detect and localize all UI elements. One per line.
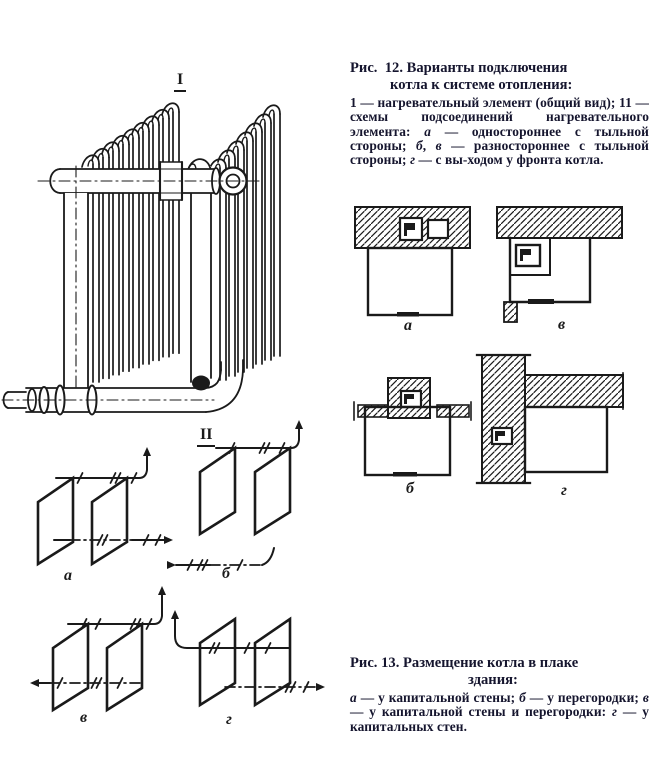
plan-label-g: г: [561, 482, 567, 499]
tube-cap: [82, 155, 99, 167]
flow-arrow: [167, 561, 176, 569]
heater-panel: [38, 478, 73, 564]
left-tube-bank: [82, 103, 179, 382]
figure12-schemes-label: II: [197, 427, 215, 447]
boiler-placement-plans: [345, 198, 651, 508]
wall-stub: [504, 302, 517, 322]
scheme-label-g: г: [226, 711, 232, 728]
niche-square: [428, 220, 448, 238]
heater-panel: [200, 619, 235, 705]
flow-arrow: [171, 610, 179, 619]
radiator-drawing: [0, 70, 340, 430]
figure12-caption-title: Рис. 12. Варианты подключения: [350, 60, 568, 76]
plan-label-a: а: [404, 317, 412, 334]
figure12-caption: [350, 60, 649, 167]
boiler-mark: [404, 223, 415, 230]
scheme-v: [30, 586, 166, 710]
tube-cap: [92, 149, 109, 161]
figure12-caption-title2: котла к системе отопления:: [390, 77, 573, 93]
heater-panel: [53, 624, 88, 710]
figure13-caption-title2: здания:: [468, 672, 518, 688]
tube-open-end: [192, 376, 210, 391]
scheme-g: [171, 610, 325, 705]
capital-wall-horizontal: [525, 375, 623, 407]
plan-b: [354, 378, 471, 477]
plan-label-v: в: [558, 316, 566, 333]
room-outline: [368, 248, 452, 315]
scheme-label-a: а: [64, 567, 72, 584]
flow-arrow: [164, 536, 173, 544]
heater-panel: [255, 448, 290, 534]
plan-g: [477, 355, 623, 483]
heater-panel: [107, 624, 142, 710]
scheme-label-b: б: [222, 565, 230, 582]
capital-wall-vertical: [482, 355, 525, 483]
boiler-mark: [520, 249, 531, 255]
flow-arrow: [143, 447, 151, 456]
scheme-a: [38, 447, 173, 564]
figure12-drawing-label: I: [174, 72, 186, 92]
tube-cap: [263, 105, 280, 117]
scheme-b: [167, 420, 303, 570]
tube-cap: [122, 129, 139, 141]
tube-cap: [102, 142, 119, 154]
figure13-caption-body: а — у капитальной стены; б — у перегородки; в — у капитальной стены и перегородки: г — у капитальных стен.: [350, 690, 649, 734]
figure13-caption-title: Рис. 13. Размещение котла в плаке: [350, 655, 579, 671]
plan-label-b: б: [406, 480, 414, 497]
scheme-label-v: в: [80, 709, 88, 726]
flow-arrow: [316, 683, 325, 691]
door-mark: [397, 312, 419, 317]
connection-schemes-drawing: [0, 415, 340, 755]
heater-panel: [92, 478, 127, 564]
room-outline: [525, 407, 607, 472]
tube-cap: [162, 103, 179, 115]
tube-cap: [152, 110, 169, 122]
flow-arrow: [158, 586, 166, 595]
flow-arrow: [30, 679, 39, 687]
capital-wall: [497, 207, 622, 238]
door-mark: [528, 299, 554, 304]
tube-cap: [132, 123, 149, 135]
plan-v: [497, 207, 622, 322]
left-riser-tube: [64, 166, 88, 400]
right-tube-bank: [209, 105, 280, 380]
door-mark: [393, 472, 417, 477]
tube-cap: [142, 116, 159, 128]
heater-panel: [200, 448, 235, 534]
tube-cap: [112, 136, 129, 148]
figure13-caption: [350, 655, 649, 734]
boiler-square: [516, 245, 540, 266]
flow-arrow: [295, 420, 303, 429]
boiler-mark: [495, 431, 505, 436]
boiler-mark: [404, 394, 414, 399]
plan-a: [355, 207, 470, 317]
figure12-caption-body: 1 — нагревательный элемент (общий вид); 11 — схемы подсоединений нагревательного элемента: а — одностороннее с тыльной стороны; б, в — разностороннее с тыльной стороны; г — с вы-ходом у фронта котла.: [350, 95, 649, 168]
